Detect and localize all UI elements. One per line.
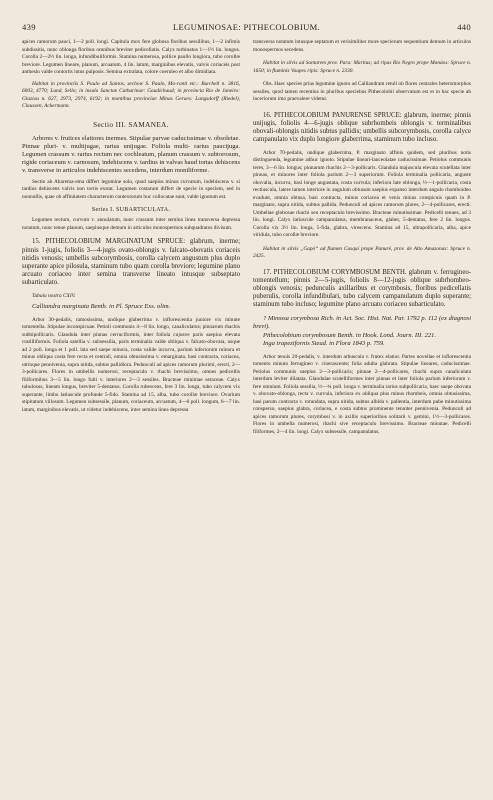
species-heading-15: 15. PITHECOLOBIUM MARGINATUM SPRUCE: glabrum, inerme; pinnis 1-jugis, foliolis 3—4-jugis ovato-oblongis v. falcato-obovatis coriaceis nitidis venosis; umbellis subcorymbosis, corolla calycem angustum plus duplo superante apice pilosula, staminum tubo quam corolla breviore; legumine plano arcuato coriaceo inter semina transverse lineato intusque subseptato subarticulato. [22, 238, 240, 286]
synonym-3: Inga trapezifornis Steud. in Flora 1843 p. 759. [263, 339, 385, 347]
species-description-15: Arbor 30-pedalis, ramosissima, undique glaberrima v. inflorescentia juniore vix minute tomentella. Stipulae inconspicuae. Petioli communis 4—8 lin. longo, canaliculatus; pinnarum rhachis subbipollicaris. Glandula inter pinnas cerruciformis, inter foliola cujusve paris saepius elevata cratilliformis. Foliola satellia v. subsessilia, paris terminalia valde obliqua v. falcato-obovata, usque ad 2 poll. longa et 1 poll. lata sed saepe minora, costa valide incurva, parium inferiorum minora et minus obliqua costa fere recta et centrali, omnia obtusissima v. emarginata, basi contracta, coriacea, utrinque pennivenia, supra nitida, subtus pallidiora. Pedunculi ad apices ramorum plurimi, erecti, 2—3-pollicares. Flores in umbellis numerosi, receptaculo v. rhachi brevissimo, omnes pedicellis filiformibus 3—5 lin. longo fulti v. interiores 2—3 sessiles. Bracteae minimae setaceae. Calyx tubulosus, lineam longus, breviter 5-dentatus. Corolla rubescens, fere 3 lin. longa, tubo calycem vix superante, limbo latiuscule profunde 5-fido. Stamina ad 15, alba, tubo corollæ breviore. Ovarium stipitatum villosum. Legumen subsessile, planum, coriaceum, arcuatum, 4—6 poll. longum, 6—7 lin. latum, marginibus elevatis, ut videtur indehiscens, inter semina linea depressa [22, 316, 240, 413]
section-note: Sectio ab Abarema-ema differt legumine solo, quod saepius minus curvatum, indehiscens v. si tardius dehiscens valvis non tortis exstat. Legumen costarum differt de specie in speciem, sed in nonnullis, quae ob affinitatem characterum contextorum huc collocatae sunt, valde ignotum est. [22, 178, 240, 200]
species-description-17: Arbor tenuis 20-pedalis, v. interdum arbuscula v. frutex elatior. Partes novellae et inflorescentia tomento minuto ferrugineo v. cinerascente; folia adulta glabrata. Stipulae lineares, caducissimae. Petiolus communis saepius 2—3-pollicaris; pinnae 2—4-pollicares, rhachi supra canaliculata interdum leviter dilatata. Glandulae scutelliformes inter pinnas et inter foliola parium inferiorum v. fere omnium. Foliola sessilia, ½—¾ poll. longa v. terminalia rarius subpollicaria, haec saepe obovata v. obovato-oblonga, recta v. curvula, inferiora ex obliqua plus minus rhombeis, omnia obtusissima, basi parum contracta v. rotundata, supra nitida, subtus albida v. pallentia, interdum pube minutissima consperso, saepius glabra, coriacea, e costa subtus prominente tenuiter penniveniа. Pedunculi ad apices ramorum plures, corymbosi v. in axillis superioribus solitarii v. gemini, 1½—3-pollicares. Flores in umbella numerosi, rhachi sive receptaculo brevissimo. Bracteae minutae. Pedicelli filiformes, 2—4 lin. longi. Calyx subsessile, campanulatus, [253, 353, 471, 435]
page-ref: 440 [457, 22, 471, 32]
series-description: Legumen rectum, curvum v. annulatum, nunc crassum inter semina linea transversa depressa notatum, nunc tenue planum, saepiusque demum in articulos monospermos subquadratos divisum. [22, 217, 240, 231]
section-description: Arbores v. frutices elatiores inermes. Stipulae parvae caducissimae v. obsoletae. Pinnae pluri- v. multijugae, rarius unijugae. Foliola multi- rarius paucijuga. Legumen crassum v. rarius rectum nec cochleatum, planum crassum v. subtorosum, rigide coriaceum v. carnosum, indehiscens v. tardius in valvas haud tortas dehiscens v. transverse in articulos indehiscentes secedens, interdum moniliforme. [22, 134, 240, 174]
habitat-paragraph: Habitat in provinciis S. Paulo ad Santos, sechow S. Paulo, Mo-ranti etc.: Burchell n. 3816, 6003, 4770; Lund, Sello; in insula Sanctae Catharinae: Gaudichaud; in provincia Rio de Janeiro: Glaziou n. 627, 2973, 2974, 6192; in montibus provinciae Minas Geraes: Langsdorff (Riedel), Claussen, Ackermann. [22, 80, 240, 109]
synonym-2: Pithecolobium corymbosum Benth. in Hook. Lond. Journ. III. 221. [263, 331, 436, 339]
section-title: Sectio III. SAMANEA. [93, 120, 169, 129]
plate-reference: Tabula nostra CXIV. [32, 293, 76, 300]
series-title: Series I. SUBARTICULATA. [91, 207, 171, 214]
species-description-16: Arbor 70-pedalis, undique glaberrima, P. marginato affinis quidem, sed pluribus notis distinguenda, legumine adhuc ignoto. Stipulae lineari-lanceolatae caducissimae. Petiolus communis teres, 3—6 lin. longus; pinnarum rhachis 2—3-pollicaris. Glandula majuscula elevata scutellata inter pinnas, et minores inter foliola parium 2—3 superiorum. Foliola terminalia pollicaria, anguste obovalia, incurva, basi longe angustata, costa curvula; inferiora late oblonga, ½—1-pollicaria, costa rectiuscula, latere tamen interiore in angulum obtusum saepius expanso interdum angulo rhomboideo evadunt, omnia obtusa, basi contracta, minus coriacea et venis minus conspicuis quam in P. marginato, supra nitida, subtus pallida. Pedunculi ad apices ramorum plures, 2—4-pollicares, erecti. Umbellae globosae rhachi seu receptaculo brevissimo. Bracteae minutissimae. Pedicelli tenues, ad 3 lin. longi. Calyx latiuscule campanulatus, membranaceus, glaber, 5-dentatus, fere 2 lin. longus. Corolla vix 3½ lin. longa, 5-fida, glabra, virescens. Stamina ad 15, ultrapollicaria, alba, apice viridula, tubo corollæ breviore. [253, 149, 471, 239]
continued-description: apices ramorum pauci, 1—2 poll. longi. Capitula mox fere globosa floribus sessilibus, 1—2 infimis subdissitis, nunc oblonga floribus omnibus breviter pedicellatis. Calyx turbinatus 1—1½ lin. longus. Corolla 2—2½ lin. longa, infundibuliformis. Stamina numerosa, pollice paullo longiora, tubo corollæ breviore. Legumen lineare, planum, arcuatum, 4 lin. latum, marginibus elevatis, valvis coriaceis post anthesin valde contortis intus pulposis. Semina extralata, colore coeruleo et albo dimidiata. [22, 39, 240, 75]
two-column-body [22, 39, 471, 436]
synonym-1: ? Mimosa corymbosa Rich. in Act. Soc. Hist. Nat. Par. 1792 p. 112 (ex diagnosi brevi). [253, 315, 471, 331]
right-column [253, 39, 471, 436]
continued-description: transversa notatum intusque septatum et verisimiliter more specierum sequentium demum in articulos monospermos secedens. [253, 39, 471, 53]
page-header [22, 22, 471, 34]
observation-note: Obs. Haec species prius legumine ignoto ad Calliandram retuli ob flores centrales heteromorphos sessiles, quod tamen recentius in pluribus speciebus Pithecolobii observatum est et in hac specie ab inceriorum imo praevalere videtur. [253, 81, 471, 102]
page-number: 439 [22, 22, 36, 32]
synonym-citation: Calliandra marginata Benth. in Pl. Spruce Exs. olim. [32, 302, 171, 310]
running-title: LEGUMINOSAE: PITHECOLOBIUM. [172, 22, 321, 32]
species-heading-16: 16. PITHECOLOBIUM PANURENSE SPRUCE: glabrum, inerme; pinnis unijugis, foliolis 4—6-jugis oblique subrhombeis oblongis v. terminalibus obovali-oblongis nitidis subtus pallidis; umbellis subcorymbosis, corolla calyce campanulato vix duplo longiore glaberrima, staminum tubo incluso. [253, 111, 471, 143]
habitat-paragraph: Habitat in silvis ad Santarem prov. Para: Martius; ad ripas Rio Negro prope Manáos: Spruce n. 1650; in fluminis Vaupes ripis: Spruce n. 2330. [253, 60, 471, 74]
habitat-paragraph-16: Habitat in silvis „Gapó“ ad flumen Casquí prope Panuré, prov. de Alto Amazonas: Spruce n. 2425. [253, 245, 471, 260]
left-column [22, 39, 240, 436]
species-heading-17: 17. PITHECOLOBIUM CORYMBOSUM BENTH. glabrum v. ferrugineo-tomentellum; pinnis 2—5-jugis, foliolis 8—12-jugis oblique subrhombeo-oblongis venosis; pedunculis axillaribus et corymbosis, floribus pedicellatis puberulis, corolla infundibulari, tubo calycem campanulatum duplo superante; staminum tubo incluso; legumine plano arcuato coriaceo subarticulato. [253, 268, 471, 309]
